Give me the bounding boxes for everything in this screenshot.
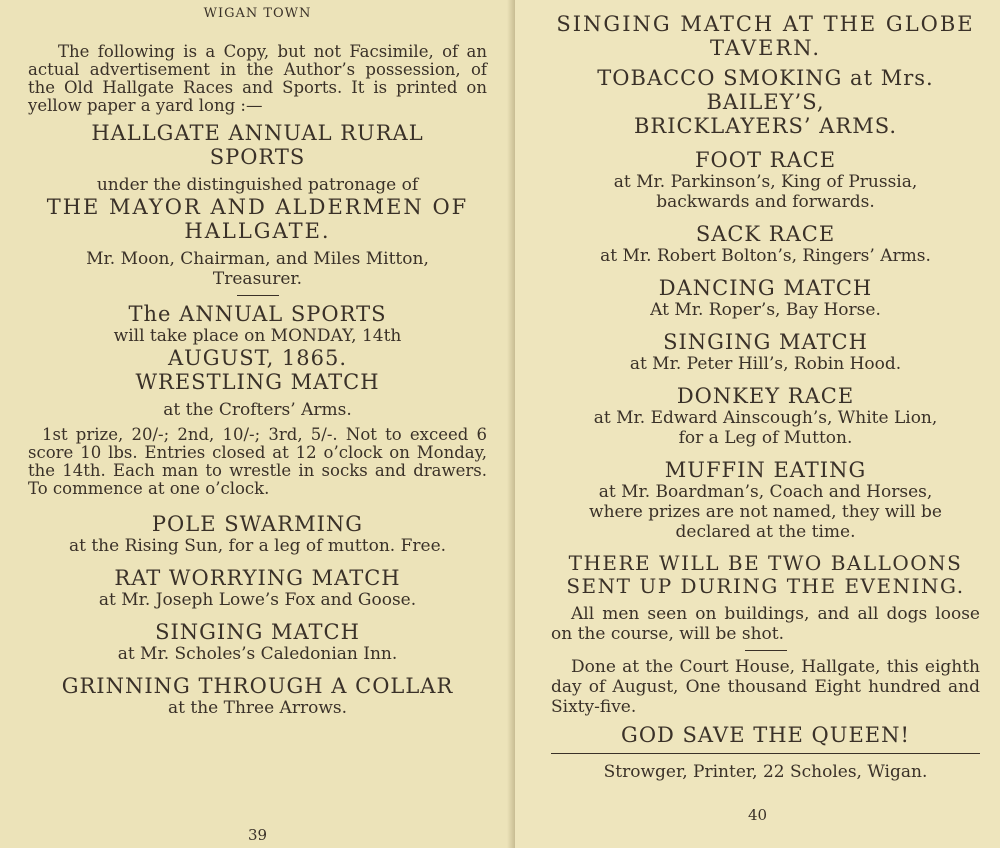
running-head: WIGAN TOWN [203, 6, 312, 21]
wrestling-details: 1st prize, 20/-; 2nd, 10/-; 3rd, 5/-. Not to exceed 6 score 10 lbs. Entries closed at 12 o’clock on Monday, the 14th. Each man to wrestle in socks and drawers. To commence at one o’clock. [28, 425, 487, 498]
wrestling-title: WRESTLING MATCH [135, 370, 380, 394]
short-rule [237, 295, 279, 296]
event-foot-race [551, 148, 980, 212]
event-dancing-match [551, 276, 980, 320]
event-detail: at Mr. Scholes’s Caledonian Inn. [117, 644, 398, 664]
event-detail: at Mr. Peter Hill’s, Robin Hood. [629, 354, 902, 374]
god-save-the-queen: GOD SAVE THE QUEEN! [621, 723, 910, 747]
event-title: MUFFIN EATING [664, 458, 867, 482]
title-line-1: HALLGATE ANNUAL RURAL [91, 121, 424, 145]
annual-line-3: AUGUST, 1865. [167, 346, 348, 370]
page-number: 39 [247, 826, 268, 844]
top2-line-1: TOBACCO SMOKING at Mrs. BAILEY’S, [597, 66, 934, 114]
mayor-line-2: HALLGATE. [184, 219, 331, 243]
annual-line-1: The ANNUAL SPORTS [128, 302, 387, 326]
printer-line: Strowger, Printer, 22 Scholes, Wigan. [603, 762, 928, 782]
mayor-line-1: THE MAYOR AND ALDERMEN OF [46, 195, 469, 219]
event-title: SACK RACE [695, 222, 836, 246]
event-title: FOOT RACE [694, 148, 837, 172]
annual-line-2: will take place on MONDAY, 14th [113, 326, 402, 346]
event-detail: at Mr. Edward Ainscough’s, White Lion, for a Leg of Mutton. [593, 408, 938, 448]
event-title: RAT WORRYING MATCH [114, 566, 401, 590]
patronage-line: under the distinguished patronage of [96, 175, 419, 195]
short-rule [745, 650, 787, 651]
page-number: 40 [747, 806, 768, 824]
event-pole-swarming [28, 512, 487, 556]
intro-paragraph: The following is a Copy, but not Facsimile, of an actual advertisement in the Author’s possession, of the Old Hallgate Races and Sports. It is printed on yellow paper a yard long :— [28, 42, 487, 115]
mayor-heading [28, 195, 487, 243]
right-page [515, 0, 1000, 848]
event-title: DANCING MATCH [658, 276, 873, 300]
event-rat-worrying [28, 566, 487, 610]
wrestling-venue: at the Crofters’ Arms. [163, 400, 352, 420]
event-singing-match [28, 620, 487, 664]
title-line-2: SPORTS [209, 145, 306, 169]
long-rule [551, 753, 980, 754]
event-sack-race [551, 222, 980, 266]
event-title: SINGING MATCH [663, 330, 868, 354]
done-at-paragraph: Done at the Court House, Hallgate, this eighth day of August, One thousand Eight hundred and Sixty-five. [551, 657, 980, 717]
event-title: SINGING MATCH [155, 620, 360, 644]
top2-line-2: BRICKLAYERS’ ARMS. [633, 114, 898, 138]
event-donkey-race [551, 384, 980, 448]
event-detail: at Mr. Joseph Lowe’s Fox and Goose. [98, 590, 417, 610]
balloons-heading [551, 552, 980, 598]
warning-paragraph: All men seen on buildings, and all dogs loose on the course, will be shot. [551, 604, 980, 644]
event-grinning [28, 674, 487, 718]
event-title: GRINNING THROUGH A COLLAR [61, 674, 454, 698]
event-muffin-eating [551, 458, 980, 542]
event-detail: At Mr. Roper’s, Bay Horse. [650, 300, 881, 320]
annual-sports-block [28, 302, 487, 420]
sports-title [28, 121, 487, 169]
event-detail: at the Rising Sun, for a leg of mutton. Free. [68, 536, 447, 556]
top1-line-2: TAVERN. [710, 36, 821, 60]
event-detail: at Mr. Parkinson’s, King of Prussia, backwards and forwards. [613, 172, 918, 212]
balloons-line-1: THERE WILL BE TWO BALLOONS [568, 551, 963, 575]
event-detail: at Mr. Robert Bolton’s, Ringers’ Arms. [600, 246, 931, 266]
officers-line: Mr. Moon, Chairman, and Miles Mitton, Treasurer. [86, 249, 429, 289]
globe-tavern-heading [551, 12, 980, 60]
event-title: POLE SWARMING [151, 512, 364, 536]
balloons-line-2: SENT UP DURING THE EVENING. [566, 574, 965, 598]
event-title: DONKEY RACE [676, 384, 855, 408]
event-detail: at the Three Arrows. [168, 698, 347, 718]
tobacco-heading [551, 66, 980, 138]
event-singing-match-right [551, 330, 980, 374]
top1-line-1: SINGING MATCH AT THE GLOBE [556, 12, 975, 36]
event-detail: at Mr. Boardman’s, Coach and Horses, where prizes are not named, they will be declared at the time. [589, 482, 942, 542]
